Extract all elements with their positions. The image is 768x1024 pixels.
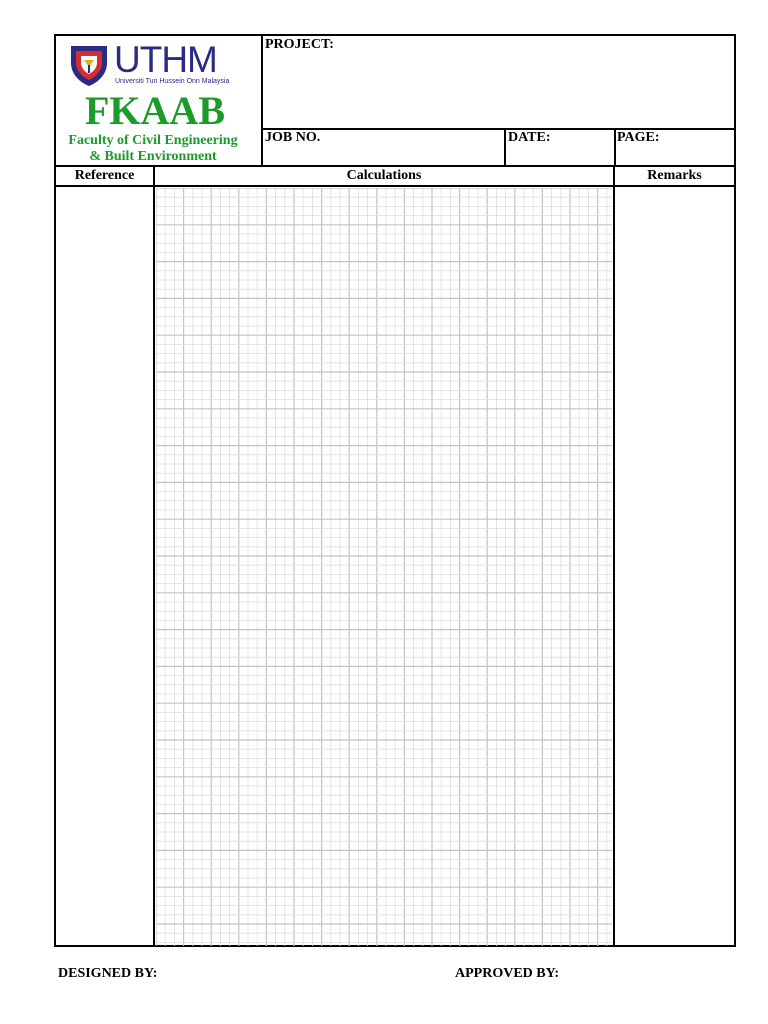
calculations-column-header: Calculations bbox=[346, 168, 422, 183]
date-label: DATE: bbox=[508, 130, 551, 145]
calculation-grid bbox=[156, 188, 612, 946]
column-header-bottom-border bbox=[54, 185, 736, 187]
uthm-crest-icon bbox=[68, 43, 110, 87]
page-label: PAGE: bbox=[617, 130, 660, 145]
frame-right-border bbox=[734, 34, 736, 947]
project-label: PROJECT: bbox=[265, 37, 334, 52]
project-bottom-border bbox=[261, 128, 736, 130]
uthm-wordmark: UTHM bbox=[114, 39, 217, 80]
faculty-name-line1: Faculty of Civil Engineering bbox=[68, 133, 238, 148]
header-bottom-border bbox=[54, 165, 736, 167]
approved-by-label: APPROVED BY: bbox=[455, 966, 560, 981]
reference-column-divider bbox=[153, 165, 155, 947]
remarks-column-divider bbox=[613, 165, 615, 947]
logo-divider bbox=[261, 34, 263, 166]
remarks-column-header: Remarks bbox=[647, 168, 702, 183]
faculty-acronym: FKAAB bbox=[85, 88, 225, 133]
date-page-divider bbox=[614, 128, 616, 166]
jobno-date-divider bbox=[504, 128, 506, 166]
reference-column-header: Reference bbox=[74, 168, 135, 183]
designed-by-label: DESIGNED BY: bbox=[58, 966, 158, 981]
faculty-name-line2: & Built Environment bbox=[89, 149, 217, 164]
job-no-label: JOB NO. bbox=[265, 130, 321, 145]
frame-top-border bbox=[54, 34, 736, 36]
uthm-subtitle: Universiti Tun Hussein Onn Malaysia bbox=[115, 78, 230, 85]
uthm-logo bbox=[68, 40, 252, 92]
